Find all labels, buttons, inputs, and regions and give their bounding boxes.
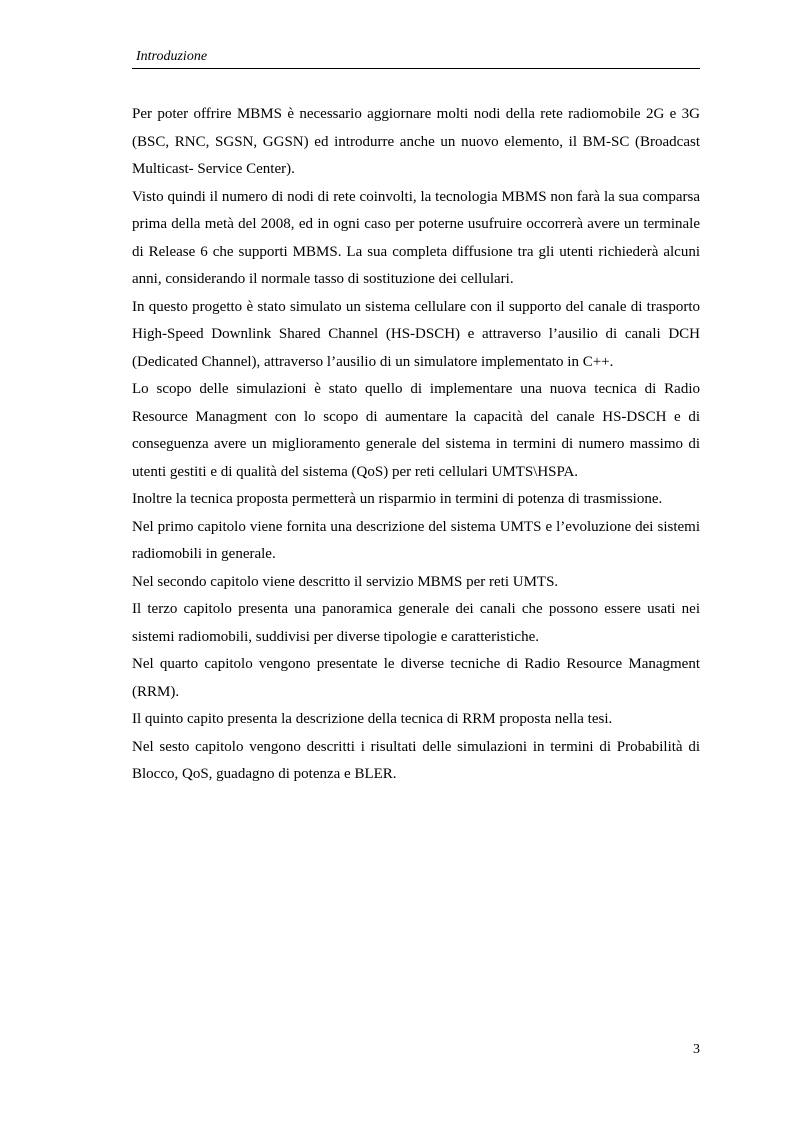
paragraph: Visto quindi il numero di nodi di rete coinvolti, la tecnologia MBMS non farà la sua comparsa prima della metà del 2008, ed in ogni caso per poterne usufruire occorrerà avere un terminale di Release 6 che supporti MBMS. La sua completa diffusione tra gli utenti richiederà alcuni anni, considerando il normale tasso di sostituzione dei cellulari.	[132, 188, 700, 287]
paragraph: Nel primo capitolo viene fornita una descrizione del sistema UMTS e l’evoluzione dei sistemi radiomobili in generale.	[132, 518, 700, 562]
paragraph: Nel quarto capitolo vengono presentate le diverse tecniche di Radio Resource Managment (RRM).	[132, 656, 700, 700]
paragraph: Nel sesto capitolo vengono descritti i risultati delle simulazioni in termini di Probabilità di Blocco, QoS, guadagno di potenza e BLER.	[132, 738, 700, 782]
body-text	[132, 101, 700, 789]
paragraph: Lo scopo delle simulazioni è stato quello di implementare una nuova tecnica di Radio Resource Managment con lo scopo di aumentare la capacità del canale HS-DSCH e di conseguenza avere un miglioramento generale del sistema in termini di numero massimo di utenti gestiti e di qualità del sistema (QoS) per reti cellulari UMTS\HSPA.	[132, 381, 700, 480]
paragraph: In questo progetto è stato simulato un sistema cellulare con il supporto del canale di trasporto High-Speed Downlink Shared Channel (HS-DSCH) e attraverso l’ausilio di canali DCH (Dedicated Channel), attraverso l’ausilio di un simulatore implementato in C++.	[132, 298, 700, 370]
paragraph: Il quinto capito presenta la descrizione della tecnica di RRM proposta nella tesi.	[132, 711, 613, 727]
paragraph: Inoltre la tecnica proposta permetterà un risparmio in termini di potenza di trasmissione.	[132, 491, 663, 507]
page-number: 3	[693, 1042, 700, 1057]
running-header: Introduzione	[136, 49, 208, 64]
paragraph: Nel secondo capitolo viene descritto il servizio MBMS per reti UMTS.	[132, 573, 559, 590]
paragraph: Il terzo capitolo presenta una panoramica generale dei canali che possono essere usati nei sistemi radiomobili, suddivisi per diverse tipologie e caratteristiche.	[132, 601, 700, 645]
paragraph: Per poter offrire MBMS è necessario aggiornare molti nodi della rete radiomobile 2G e 3G (BSC, RNC, SGSN, GGSN) ed introdurre anche un nuovo elemento, il BM-SC (Broadcast Multicast- Service Center).	[132, 106, 700, 177]
header-rule	[132, 68, 700, 69]
